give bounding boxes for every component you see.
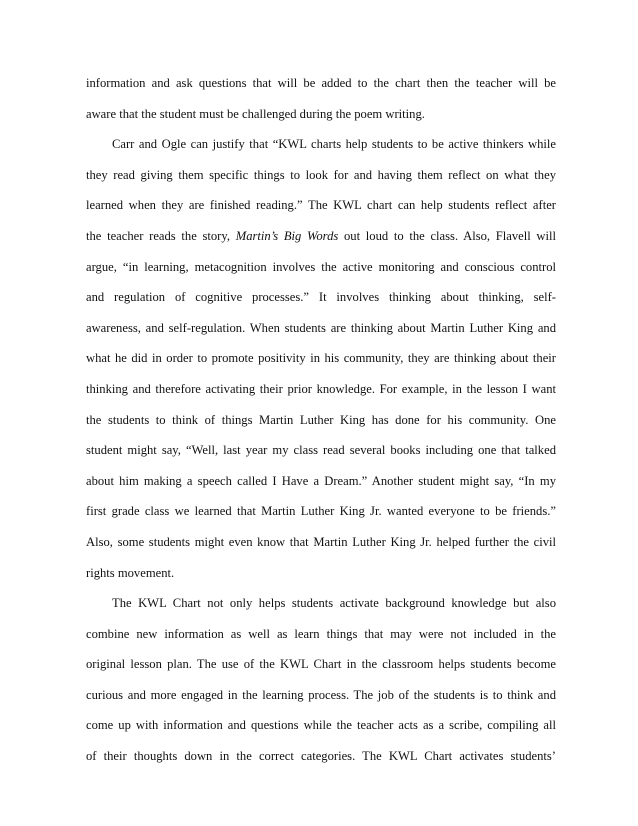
- text-line: original lesson plan. The use of the KWL Chart in the classroom helps students become: [86, 657, 556, 672]
- text-line: curious and more engaged in the learning process. The job of the students is to think and: [86, 687, 556, 702]
- text-line: learned when they are finished reading.” The KWL chart can help students reflect after: [86, 198, 556, 213]
- text-line: what he did in order to promote positivity in his community, they are thinking about their: [86, 351, 556, 366]
- paragraph: [86, 129, 556, 588]
- text-segment: the teacher reads the story,: [86, 228, 236, 243]
- body-text: [86, 68, 556, 772]
- text-line: aware that the student must be challenged during the poem writing.: [86, 106, 425, 121]
- text-line: argue, “in learning, metacognition involves the active monitoring and conscious control: [86, 259, 556, 274]
- text-line: and regulation of cognitive processes.” It involves thinking about thinking, self-: [86, 290, 556, 305]
- text-line: [86, 221, 556, 252]
- text-line: information and ask questions that will be added to the chart then the teacher will be: [86, 76, 556, 90]
- text-line: student might say, “Well, last year my class read several books including one that talked: [86, 443, 556, 458]
- paragraph: [86, 68, 556, 129]
- text-line: The KWL Chart not only helps students activate background knowledge but also: [112, 596, 556, 611]
- text-line: awareness, and self-regulation. When students are thinking about Martin Luther King and: [86, 320, 556, 335]
- text-line: thinking and therefore activating their prior knowledge. For example, in the lesson I want: [86, 381, 556, 396]
- text-line: combine new information as well as learn things that may were not included in the: [86, 626, 556, 641]
- text-segment: out loud to the class. Also, Flavell will: [338, 228, 556, 243]
- text-line: Also, some students might even know that Martin Luther King Jr. helped further the civil: [86, 534, 556, 549]
- text-line: of their thoughts down in the correct categories. The KWL Chart activates students’: [86, 749, 556, 764]
- text-line: Carr and Ogle can justify that “KWL charts help students to be active thinkers while: [112, 137, 556, 152]
- text-line: first grade class we learned that Martin Luther King Jr. wanted everyone to be friends.”: [86, 504, 556, 519]
- text-line: the students to think of things Martin Luther King has done for his community. One: [86, 412, 556, 427]
- paragraph: [86, 588, 556, 772]
- book-title: Martin’s Big Words: [235, 228, 339, 243]
- text-line: come up with information and questions while the teacher acts as a scribe, compiling all: [86, 718, 556, 733]
- text-line: about him making a speech called I Have a Dream.” Another student might say, “In my: [86, 473, 556, 488]
- text-line: rights movement.: [86, 565, 175, 580]
- text-line: they read giving them specific things to look for and having them reflect on what they: [86, 167, 556, 182]
